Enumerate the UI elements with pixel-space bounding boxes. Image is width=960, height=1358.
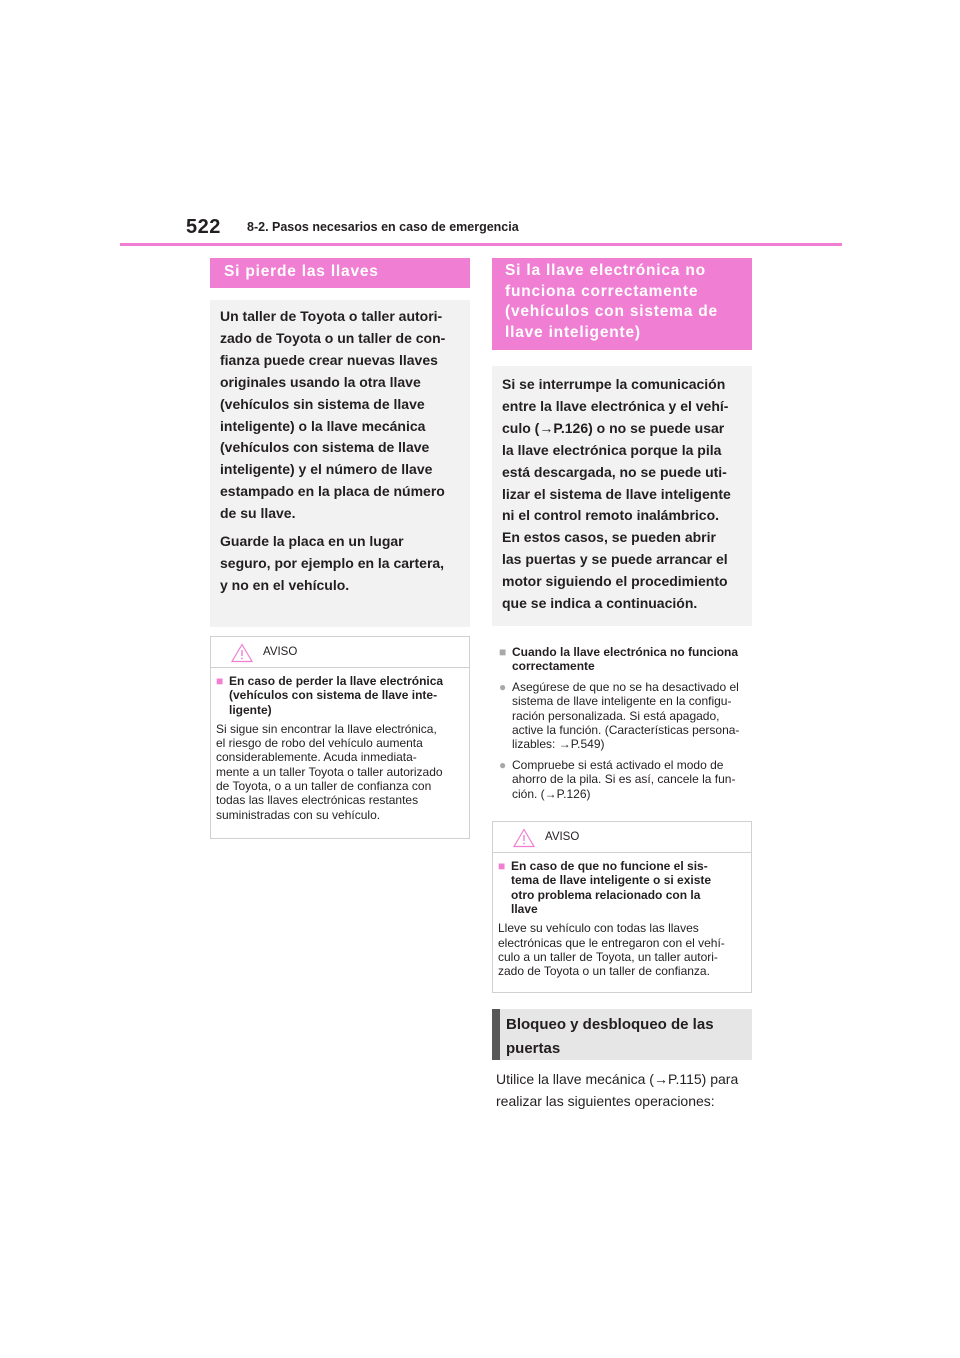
page-number: 522	[186, 216, 221, 238]
note-item	[499, 758, 752, 801]
info-line: Si se interrumpe la comunicación	[502, 376, 726, 392]
warning-triangle-icon	[513, 828, 535, 848]
square-bullet-icon: ■	[499, 645, 507, 659]
note-line: sistema de llave inteligente en la configu-	[512, 694, 732, 709]
caution-title-line: En caso de que no funcione el sis-	[511, 859, 708, 874]
caution-title-line: llave	[511, 901, 538, 916]
warning-triangle-icon	[231, 643, 253, 663]
caution-text-line: considerablemente. Acuda inmediata-	[216, 750, 417, 765]
left-column	[210, 258, 470, 839]
note-line: Asegúrese de que no se ha desactivado el	[512, 679, 739, 694]
caution-title	[498, 859, 743, 916]
note-heading	[499, 645, 752, 674]
subheading-locking	[492, 1009, 752, 1060]
info-line: inteligente) o la llave mecánica	[220, 417, 426, 434]
circle-bullet-icon: ●	[499, 757, 507, 772]
caution-box-lost-keys	[210, 636, 470, 839]
caution-label: AVISO	[263, 646, 298, 658]
caution-text-line: el riesgo de robo del vehículo aumenta	[216, 736, 423, 751]
note-heading-line: Cuando la llave electrónica no funciona	[512, 645, 739, 659]
info-box-key-malfunction	[492, 366, 752, 626]
note-heading-line: correctamente	[512, 659, 595, 674]
caution-title	[216, 674, 461, 717]
caution-text-line: suministradas con su vehículo.	[216, 807, 381, 822]
info-line: la llave electrónica porque la pila	[502, 441, 722, 458]
heading-line: (vehículos con sistema de	[505, 303, 718, 320]
info-line: estampado en la placa de número	[220, 483, 445, 500]
caution-text-line: de Toyota, o a un taller de confianza con	[216, 779, 432, 794]
info-line: inteligente) y el número de llave	[220, 461, 433, 478]
body-line: realizar las siguientes operaciones:	[496, 1093, 715, 1110]
info-line: las puertas y se puede arrancar el	[502, 551, 728, 568]
info-line: está descargada, no se puede uti-	[502, 463, 727, 480]
caution-header	[493, 822, 751, 853]
caution-text-line: Si sigue sin encontrar la llave electrónica,	[216, 721, 437, 736]
caution-text-line: electrónicas que le entregaron con el vehí-	[498, 935, 725, 950]
chapter-title: 8-2. Pasos necesarios en caso de emergencia	[247, 220, 519, 234]
info-line: ni el control remoto inalámbrico.	[502, 507, 720, 524]
info-line: En estos casos, se pueden abrir	[502, 529, 716, 546]
caution-body	[211, 668, 469, 830]
heading-line: funciona correctamente	[505, 282, 699, 300]
caution-text-line: culo a un taller de Toyota, un taller autori-	[498, 949, 718, 964]
square-bullet-icon: ■	[498, 859, 506, 874]
info-line: lizar el sistema de llave inteligente	[502, 485, 731, 502]
info-line: motor siguiendo el procedimiento	[502, 573, 728, 590]
body-paragraph	[492, 1068, 752, 1112]
circle-bullet-icon: ●	[499, 679, 507, 694]
body-line: Utilice la llave mecánica (→P.115) para	[496, 1071, 739, 1088]
caution-box-smart-key	[492, 821, 752, 993]
section-heading-key-malfunction	[492, 258, 752, 350]
notes-list	[492, 645, 752, 801]
heading-line: llave inteligente)	[505, 323, 641, 341]
note-line: active la función. (Características persona-	[512, 723, 740, 738]
caution-title-line: En caso de perder la llave electrónica	[229, 674, 444, 688]
caution-title-line: otro problema relacionado con la	[511, 887, 701, 902]
info-line: seguro, por ejemplo en la cartera,	[220, 554, 445, 571]
note-line: lizables: →P.549)	[512, 737, 605, 752]
header-rule	[120, 243, 842, 246]
caution-label: AVISO	[545, 831, 580, 844]
caution-text-line: Lleve su vehículo con todas las llaves	[498, 921, 699, 936]
info-line: Guarde la placa en un lugar	[220, 533, 404, 550]
caution-title-line: tema de llave inteligente o si existe	[511, 873, 712, 888]
caution-body	[493, 853, 751, 986]
info-line: Un taller de Toyota o taller autori-	[220, 308, 443, 324]
note-line: ción. (→P.126)	[512, 786, 591, 801]
info-line: (vehículos sin sistema de llave	[220, 395, 425, 412]
heading-line: Si la llave electrónica no	[505, 262, 706, 279]
note-line: ración personalizada. Si está apagado,	[512, 708, 720, 723]
caution-text-line: zado de Toyota o un taller de confianza.	[498, 964, 710, 979]
info-line: entre la llave electrónica y el vehí-	[502, 397, 729, 414]
caution-header	[211, 637, 469, 668]
caution-title-line: ligente)	[229, 702, 272, 717]
info-box-lost-keys	[210, 300, 470, 627]
note-line: Compruebe si está activado el modo de	[512, 757, 724, 772]
note-line: ahorro de la pila. Si es así, cancele la fun-	[512, 772, 736, 787]
note-item	[499, 680, 752, 752]
info-line: de su llave.	[220, 505, 296, 522]
info-line: que se indica a continuación.	[502, 595, 698, 612]
info-line: originales usando la otra llave	[220, 373, 421, 390]
caution-text	[216, 722, 461, 822]
subheading-line: Bloqueo y desbloqueo de las	[506, 1016, 714, 1034]
info-line: (vehículos con sistema de llave	[220, 439, 430, 456]
square-bullet-icon: ■	[216, 674, 224, 688]
info-line: fianza puede crear nuevas llaves	[220, 351, 438, 368]
info-line: y no en el vehículo.	[220, 576, 350, 593]
info-line: culo (→P.126) o no se puede usar	[502, 419, 725, 436]
caution-text-line: mente a un taller Toyota o taller autorizado	[216, 764, 443, 779]
caution-title-line: (vehículos con sistema de llave inte-	[229, 688, 438, 703]
subheading-line: puertas	[506, 1040, 561, 1058]
section-heading-lost-keys: Si pierde las llaves	[210, 258, 470, 288]
caution-text-line: todas las llaves electrónicas restantes	[216, 793, 419, 808]
caution-text	[498, 921, 743, 978]
info-line: zado de Toyota o un taller de con-	[220, 329, 446, 346]
right-column	[492, 258, 752, 1112]
